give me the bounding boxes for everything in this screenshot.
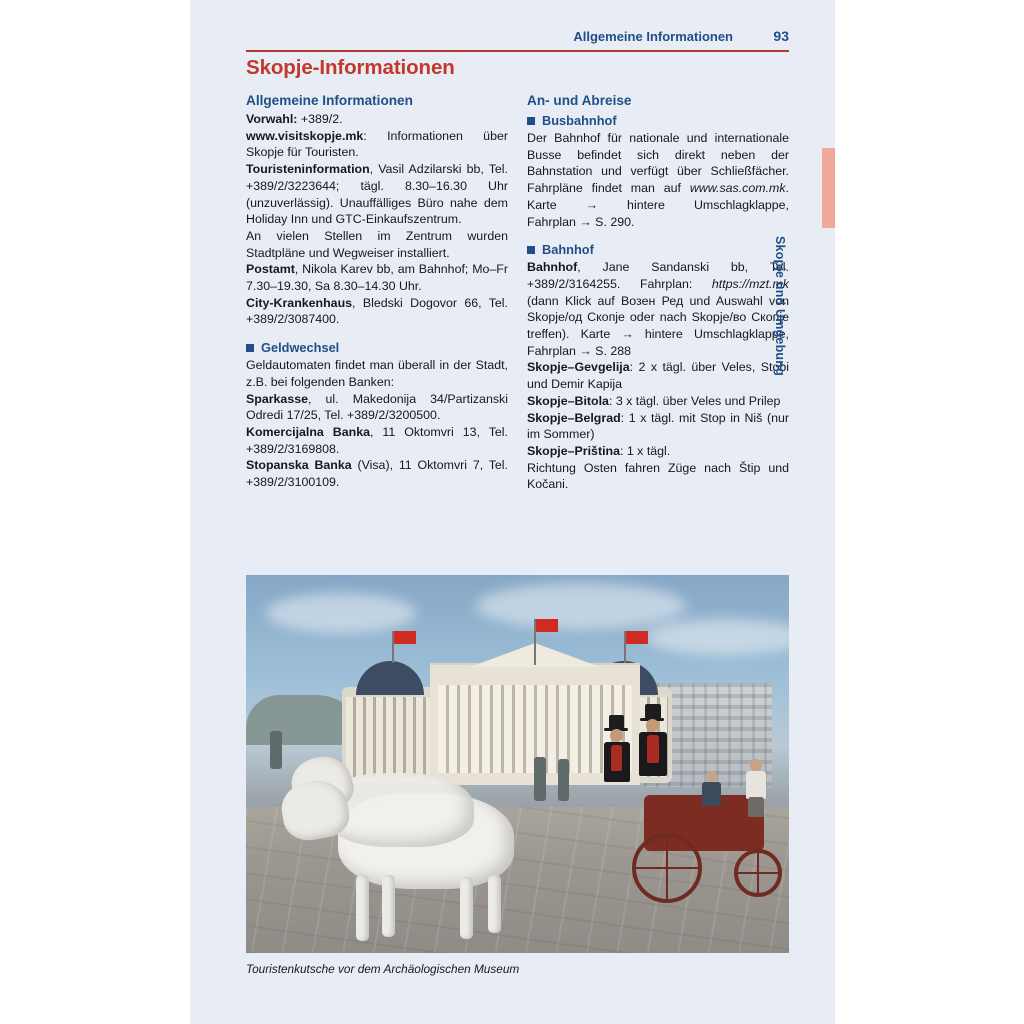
subsection-label: Bahnhof bbox=[542, 242, 594, 258]
statue-center-2 bbox=[558, 759, 569, 801]
subsection-heading-bahnhof bbox=[527, 241, 789, 258]
paragraph-atm-intro: Geldautomaten findet man überall in der Stadt, z.B. bei folgenden Banken: bbox=[246, 358, 508, 389]
horse-leg-3 bbox=[460, 877, 473, 939]
route-gevgelija: Skopje–Gevgelija: 2 x tägl. über Veles, Stobi und Demir Kapija bbox=[527, 360, 789, 392]
subsection-heading-busbahnhof bbox=[527, 112, 789, 129]
pedestrian-1 bbox=[744, 759, 768, 817]
route-pristina: Skopje–Priština: 1 x tägl. bbox=[527, 443, 671, 458]
section-heading-travel: An- und Abreise bbox=[527, 93, 632, 108]
flag-left bbox=[394, 631, 416, 644]
route-bitola: Skopje–Bitola: 3 x tägl. über Veles und Prilep bbox=[527, 393, 781, 408]
section-heading-general: Allgemeine Informationen bbox=[246, 93, 413, 108]
right-column bbox=[527, 92, 789, 493]
paragraph-bank-komercijalna: Komercijalna Banka, 11 Oktomvri 13, Tel. +389/2/3169808. bbox=[246, 424, 509, 456]
subsection-label: Busbahnhof bbox=[542, 113, 617, 128]
page-edge-strip bbox=[835, 0, 845, 1024]
horse-leg-4 bbox=[488, 875, 501, 933]
subsection-heading-geldwechsel bbox=[246, 339, 508, 356]
pedestrian-2 bbox=[701, 771, 723, 823]
paragraph-bank-sparkasse: Sparkasse, ul. Makedonija 34/Partizanski Odredi 17/25, Tel. +389/2/3200500. bbox=[246, 391, 508, 423]
paragraph-postamt: Postamt, Nikola Karev bb, am Bahnhof; Mo–Fr 7.30–19.30, Sa 8.30–14.30 Uhr. bbox=[246, 262, 508, 294]
flag-center bbox=[536, 619, 558, 632]
route-belgrad: Skopje–Belgrad: 1 x tägl. mit Stop in Niš (nur im Sommer) bbox=[527, 410, 789, 442]
page-title: Skopje-Informationen bbox=[246, 56, 455, 79]
horse-leg-1 bbox=[356, 875, 369, 941]
chapter-side-label: Skopje und Umgebung bbox=[773, 236, 787, 376]
coachman-left bbox=[602, 727, 636, 799]
paragraph-krankenhaus: City-Krankenhaus, Bledski Dogovor 66, Tel. +389/2/3087400. bbox=[246, 295, 508, 327]
flag-right bbox=[626, 631, 648, 644]
paragraph-tourist-info: Touristeninformation, Vasil Adzilarski bb, Tel. +389/2/3223644; tägl. 8.30–16.30 Uhr (unzuverlässig). Unauffälliges Büro nahe dem Holiday Inn und GTC-Einkaufszentrum. bbox=[246, 162, 508, 227]
running-title: Allgemeine Informationen bbox=[573, 29, 733, 44]
paragraph-bank-stopanska: Stopanska Banka (Visa), 11 Oktomvri 7, Tel. +389/2/3100109. bbox=[246, 458, 509, 490]
coachman-right bbox=[638, 717, 672, 795]
page-header bbox=[246, 28, 789, 44]
horse-leg-2 bbox=[382, 875, 395, 937]
photo-touristenkutsche bbox=[246, 575, 789, 953]
left-column bbox=[246, 92, 508, 491]
figure-caption: Touristenkutsche vor dem Archäologischen Museum bbox=[246, 962, 520, 976]
paragraph-vorwahl: Vorwahl: +389/2. bbox=[246, 112, 343, 126]
square-bullet-icon bbox=[246, 344, 254, 352]
statue-center bbox=[534, 757, 546, 801]
paragraph-website: www.visitskopje.mk: Informationen über Skopje für Touristen. bbox=[246, 128, 508, 160]
museum-rotunda-left bbox=[342, 687, 438, 783]
header-rule bbox=[246, 50, 789, 52]
paragraph-east-routes: Richtung Osten fahren Züge nach Štip und Kočani. bbox=[527, 460, 789, 492]
book-page bbox=[190, 0, 835, 1024]
paragraph-train: Bahnhof, Jane Sandanski bb, Tel. +389/2/3164255. Fahrplan: https://mzt.mk (dann Klick auf Возен Ред und Auswahl von Skopje/од Скопје oder nach Skopje/во Скопје treffen). Karte → hintere Umschlagklappe, Fahrplan → S. 288 bbox=[527, 260, 789, 358]
figure bbox=[246, 575, 789, 976]
carriage-wheel-front bbox=[734, 849, 782, 897]
paragraph-bus: Der Bahnhof für nationale und internationale Busse befindet sich direkt neben der Bahnstation und verfügt über Schließfächer. Fahrpläne findet man auf www.sas.com.mk. Karte → hintere Umschlagklappe, Fahrplan → S. 290. bbox=[527, 131, 789, 229]
square-bullet-icon bbox=[527, 246, 535, 254]
chapter-tab-marker bbox=[822, 148, 835, 228]
page-number: 93 bbox=[773, 28, 789, 44]
carriage-wheel-rear bbox=[632, 833, 702, 903]
subsection-label: Geldwechsel bbox=[261, 340, 340, 356]
square-bullet-icon bbox=[527, 117, 535, 125]
paragraph-stadtplaene: An vielen Stellen im Zentrum wurden Stadtpläne und Wegweiser installiert. bbox=[246, 228, 508, 260]
statue-left bbox=[270, 731, 282, 769]
